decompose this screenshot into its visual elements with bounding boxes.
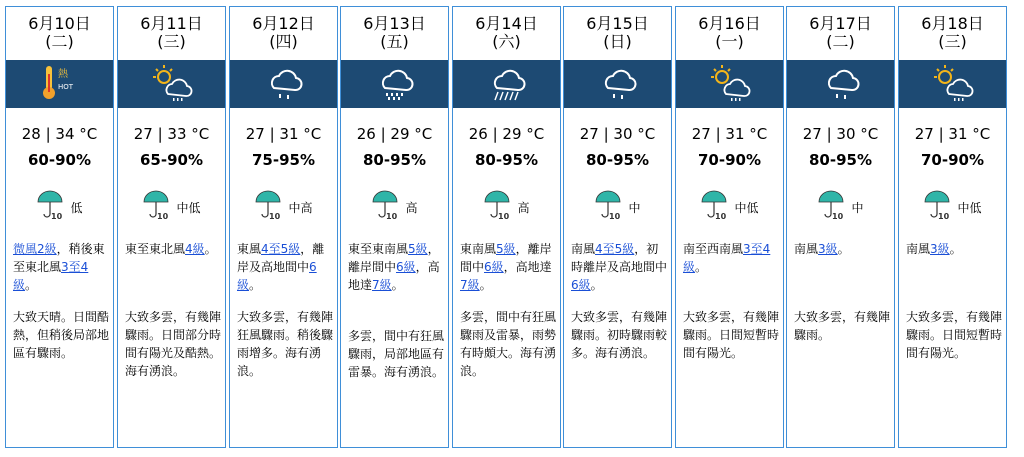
weather-icon-band — [6, 60, 113, 108]
forecast-date — [230, 7, 337, 57]
svg-text:10: 10 — [715, 212, 727, 220]
temperature-range: 27 | 31 °C — [691, 125, 768, 143]
date-label: 6月13日 — [363, 14, 426, 33]
forecast-date — [118, 7, 225, 57]
wind-force-link[interactable]: 3級 — [818, 242, 838, 256]
wind-force-link[interactable]: 3至4級 — [683, 242, 771, 274]
forecast-card-day-9 — [898, 6, 1007, 448]
date-label: 6月18日 — [921, 14, 984, 33]
wind-text: 。 — [25, 278, 38, 292]
weekday-label: (三) — [157, 32, 186, 51]
wind-forecast — [571, 240, 667, 294]
wind-force-link[interactable]: 7級 — [460, 278, 480, 292]
weekday-label: (六) — [492, 32, 521, 51]
relative-humidity: 80-95% — [362, 151, 426, 169]
psr-level: 高 — [405, 200, 418, 215]
psr-indicator — [787, 190, 894, 224]
psr-level: 中高 — [288, 200, 313, 215]
wind-forecast — [794, 240, 890, 258]
weather-icon-band — [787, 60, 894, 108]
svg-text:10: 10 — [609, 212, 621, 220]
forecast-card-day-6 — [563, 6, 672, 448]
forecast-card-day-8 — [786, 6, 895, 448]
sunny-periods-showers-icon — [150, 62, 194, 106]
heavy-showers-icon — [373, 62, 417, 106]
temperature-range: 27 | 31 °C — [245, 125, 322, 143]
psr-indicator — [118, 190, 225, 224]
wind-force-link[interactable]: 3級 — [930, 242, 950, 256]
weather-description: 大致多雲，有幾陣驟雨。 — [794, 310, 891, 342]
wind-force-link[interactable]: 6級 — [237, 260, 317, 292]
svg-text:10: 10 — [269, 212, 281, 220]
forecast-card-day-5 — [452, 6, 561, 448]
wind-text: ，初時離岸及高地間中 — [571, 242, 668, 274]
weekday-label: (二) — [45, 32, 74, 51]
svg-text:10: 10 — [498, 212, 510, 220]
wind-text: ，高地達 — [348, 260, 440, 292]
light-showers-icon — [819, 62, 863, 106]
wind-text: 東至東北風 — [125, 242, 186, 256]
psr-indicator — [6, 190, 113, 224]
svg-text:10: 10 — [157, 212, 169, 220]
wind-forecast — [237, 240, 333, 294]
umbrella-10-icon — [36, 190, 64, 224]
wind-text: 。 — [590, 278, 603, 292]
wind-text: 東風 — [237, 242, 262, 256]
psr-level: 高 — [517, 200, 530, 215]
forecast-date — [676, 7, 783, 57]
wind-text: 南至西南風 — [683, 242, 744, 256]
wind-forecast — [13, 240, 109, 294]
wind-force-link[interactable]: 微風2級 — [13, 242, 57, 256]
forecast-date — [6, 7, 113, 57]
forecast-date — [453, 7, 560, 57]
temperature-range: 27 | 30 °C — [802, 125, 879, 143]
wind-text: 。 — [695, 260, 708, 274]
relative-humidity: 80-95% — [585, 151, 649, 169]
wind-forecast — [683, 240, 779, 276]
wind-force-link[interactable]: 6級 — [571, 278, 591, 292]
date-label: 6月16日 — [698, 14, 761, 33]
wind-text: 。 — [949, 242, 962, 256]
weather-description: 大致天晴。日間酷熱，但稍後局部地區有驟雨。 — [13, 310, 110, 360]
wind-forecast — [906, 240, 1002, 258]
weather-description: 大致多雲，有幾陣驟雨。日間短暫時間有陽光。 — [683, 310, 780, 360]
date-label: 6月14日 — [475, 14, 538, 33]
wind-force-link[interactable]: 4至5級 — [595, 242, 635, 256]
relative-humidity: 65-90% — [139, 151, 203, 169]
wind-force-link[interactable]: 4至5級 — [261, 242, 301, 256]
weekday-label: (四) — [269, 32, 298, 51]
wind-text: 南風 — [794, 242, 819, 256]
psr-level: 低 — [70, 200, 83, 215]
date-label: 6月15日 — [586, 14, 649, 33]
psr-indicator — [230, 190, 337, 224]
weather-icon-band — [341, 60, 448, 108]
umbrella-10-icon — [483, 190, 511, 224]
weekday-label: (二) — [826, 32, 855, 51]
weather-description: 大致多雲，有幾陣驟雨。日間短暫時間有陽光。 — [906, 310, 1003, 360]
umbrella-10-icon — [817, 190, 845, 224]
sunny-periods-showers-icon — [708, 62, 752, 106]
relative-humidity: 80-95% — [808, 151, 872, 169]
wind-forecast — [460, 240, 556, 294]
forecast-card-day-4 — [340, 6, 449, 448]
relative-humidity: 70-90% — [920, 151, 984, 169]
wind-text: 東南風 — [460, 242, 497, 256]
wind-force-link[interactable]: 6級 — [484, 260, 504, 274]
weather-description: 大致多雲，有幾陣狂風驟雨。稍後驟雨增多。海有湧浪。 — [237, 310, 334, 378]
weather-icon-band — [230, 60, 337, 108]
rainstorm-icon — [485, 62, 529, 106]
light-showers-icon — [262, 62, 306, 106]
weather-icon-band — [118, 60, 225, 108]
forecast-date — [787, 7, 894, 57]
date-label: 6月10日 — [28, 14, 91, 33]
hot-thermometer-icon — [36, 62, 84, 106]
wind-text: 東至東南風 — [348, 242, 409, 256]
wind-text: 。 — [837, 242, 850, 256]
wind-text: 。 — [204, 242, 217, 256]
weather-icon-band — [453, 60, 560, 108]
weekday-label: (日) — [603, 32, 632, 51]
psr-indicator — [453, 190, 560, 224]
umbrella-10-icon — [923, 190, 951, 224]
svg-text:10: 10 — [938, 212, 950, 220]
umbrella-10-icon — [371, 190, 399, 224]
wind-force-link[interactable]: 5級 — [496, 242, 516, 256]
forecast-date — [899, 7, 1006, 57]
wind-forecast — [125, 240, 221, 258]
temperature-range: 27 | 31 °C — [914, 125, 991, 143]
wind-force-link[interactable]: 7級 — [372, 278, 392, 292]
temperature-range: 26 | 29 °C — [468, 125, 545, 143]
wind-force-link[interactable]: 6級 — [396, 260, 416, 274]
wind-text: 。 — [479, 278, 492, 292]
weather-icon-band — [564, 60, 671, 108]
psr-level: 中低 — [957, 200, 982, 215]
wind-text: 。 — [391, 278, 404, 292]
weather-icon-band — [676, 60, 783, 108]
wind-force-link[interactable]: 5級 — [408, 242, 428, 256]
wind-text: ，離岸間中 — [348, 242, 440, 274]
umbrella-10-icon — [142, 190, 170, 224]
forecast-card-day-7 — [675, 6, 784, 448]
relative-humidity: 60-90% — [27, 151, 91, 169]
weekday-label: (一) — [715, 32, 744, 51]
weather-description: 多雲，間中有狂風驟雨，局部地區有雷暴。海有湧浪。 — [348, 329, 445, 379]
temperature-range: 26 | 29 °C — [356, 125, 433, 143]
psr-indicator — [676, 190, 783, 224]
forecast-date — [564, 7, 671, 57]
wind-text: 南風 — [906, 242, 931, 256]
date-label: 6月17日 — [809, 14, 872, 33]
forecast-card-day-3 — [229, 6, 338, 448]
date-label: 6月12日 — [252, 14, 315, 33]
psr-level: 中 — [628, 200, 641, 215]
forecast-date — [341, 7, 448, 57]
svg-text:熱: 熱 — [57, 69, 68, 80]
wind-text: 。 — [249, 278, 262, 292]
wind-force-link[interactable]: 4級 — [185, 242, 205, 256]
psr-level: 中 — [851, 200, 864, 215]
forecast-card-day-2 — [117, 6, 226, 448]
relative-humidity: 70-90% — [697, 151, 761, 169]
svg-text:10: 10 — [832, 212, 844, 220]
psr-level: 中低 — [176, 200, 201, 215]
sunny-periods-showers-icon — [931, 62, 975, 106]
weather-description: 多雲，間中有狂風驟雨及雷暴，雨勢有時頗大。海有湧浪。 — [460, 310, 557, 378]
wind-text: ，離岸及高地間中 — [237, 242, 325, 274]
weekday-label: (三) — [938, 32, 967, 51]
forecast-card-day-1 — [5, 6, 114, 448]
weekday-label: (五) — [380, 32, 409, 51]
light-showers-icon — [596, 62, 640, 106]
weather-description: 大致多雲，有幾陣驟雨。日間部分時間有陽光及酷熱。海有湧浪。 — [125, 310, 222, 378]
wind-text: ，離岸間中 — [460, 242, 552, 274]
relative-humidity: 75-95% — [251, 151, 315, 169]
wind-forecast — [348, 240, 444, 294]
umbrella-10-icon — [254, 190, 282, 224]
date-label: 6月11日 — [140, 14, 203, 33]
temperature-range: 28 | 34 °C — [21, 125, 98, 143]
umbrella-10-icon — [700, 190, 728, 224]
psr-indicator — [899, 190, 1006, 224]
temperature-range: 27 | 30 °C — [579, 125, 656, 143]
temperature-range: 27 | 33 °C — [133, 125, 210, 143]
wind-force-link[interactable]: 3至4級 — [13, 260, 89, 292]
psr-level: 中低 — [734, 200, 759, 215]
svg-text:10: 10 — [51, 212, 63, 220]
psr-indicator — [564, 190, 671, 224]
svg-text:HOT: HOT — [57, 83, 73, 91]
umbrella-10-icon — [594, 190, 622, 224]
svg-text:10: 10 — [386, 212, 398, 220]
wind-text: ，高地達 — [503, 260, 552, 274]
relative-humidity: 80-95% — [474, 151, 538, 169]
weather-description: 大致多雲，有幾陣驟雨。初時驟雨較多。海有湧浪。 — [571, 310, 668, 360]
weather-icon-band — [899, 60, 1006, 108]
psr-indicator — [341, 190, 448, 224]
wind-text: 南風 — [571, 242, 596, 256]
wind-text: ，稍後東至東北風 — [13, 242, 105, 274]
